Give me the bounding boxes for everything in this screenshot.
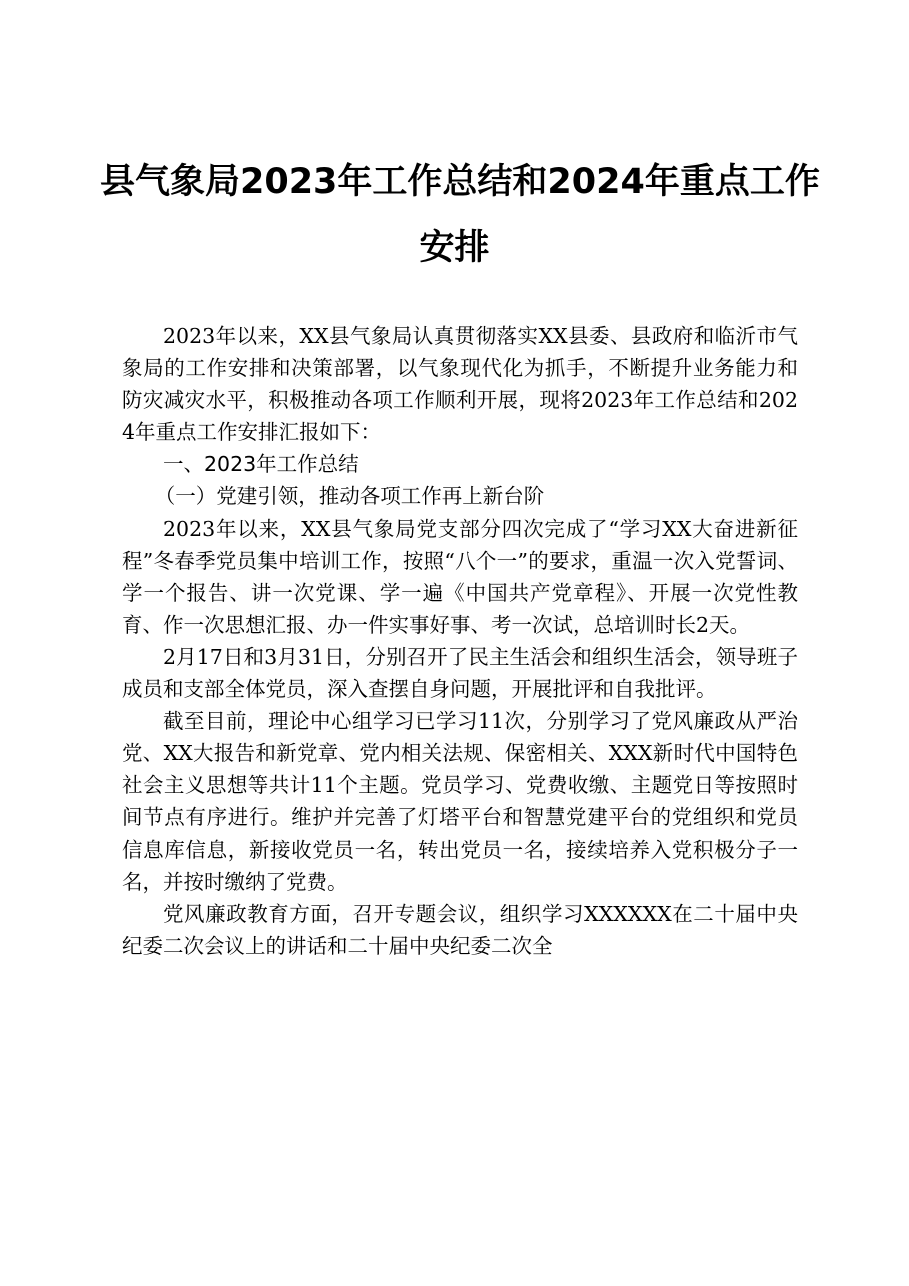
body-paragraph: 截至目前，理论中心组学习已学习11次，分别学习了党风廉政从严治党、XX大报告和新党章、党内相关法规、保密相关、XXX新时代中国特色社会主义思想等共计11个主题。党员学习、党费收缴、主题党日等按照时间节点有序进行。维护并完善了灯塔平台和智慧党建平台的党组织和党员信息库信息，新接收党员一名，转出党员一名，接续培养入党积极分子一名，并按时缴纳了党费。: [122, 709, 798, 894]
document-title-line-2: 安排: [419, 228, 490, 268]
subsection-heading: （一）党建引领，推动各项工作再上新台阶: [154, 484, 545, 509]
body-paragraph: 党风廉政教育方面，召开专题会议，组织学习XXXXXX在二十届中央纪委二次会议上的讲话和二十届中央纪委二次全: [122, 901, 798, 958]
body-paragraph: 2月17日和3月31日，分别召开了民主生活会和组织生活会，领导班子成员和支部全体党员，深入查摆自身问题，开展批评和自我批评。: [122, 644, 798, 702]
document-body: [122, 320, 798, 962]
body-paragraph: 2023年以来，XX县气象局党支部分四次完成了“学习XX大奋进新征程”冬春季党员集中培训工作，按照“八个一”的要求，重温一次入党誓词、学一个报告、讲一次党课、学一遍《中国共产党章程》、开展一次党性教育、作一次思想汇报、办一件实事好事、考一次试，总培训时长2天。: [122, 516, 798, 637]
section-heading: 一、2023年工作总结: [163, 452, 359, 477]
document-title-line-1: 县气象局2023年工作总结和2024年重点工作: [100, 162, 820, 202]
intro-paragraph: 2023年以来，XX县气象局认真贯彻落实XX县委、县政府和临沂市气象局的工作安排和决策部署，以气象现代化为抓手，不断提升业务能力和防灾减灾水平，积极推动各项工作顺利开展，现将2023年工作总结和2024年重点工作安排汇报如下：: [122, 324, 798, 445]
